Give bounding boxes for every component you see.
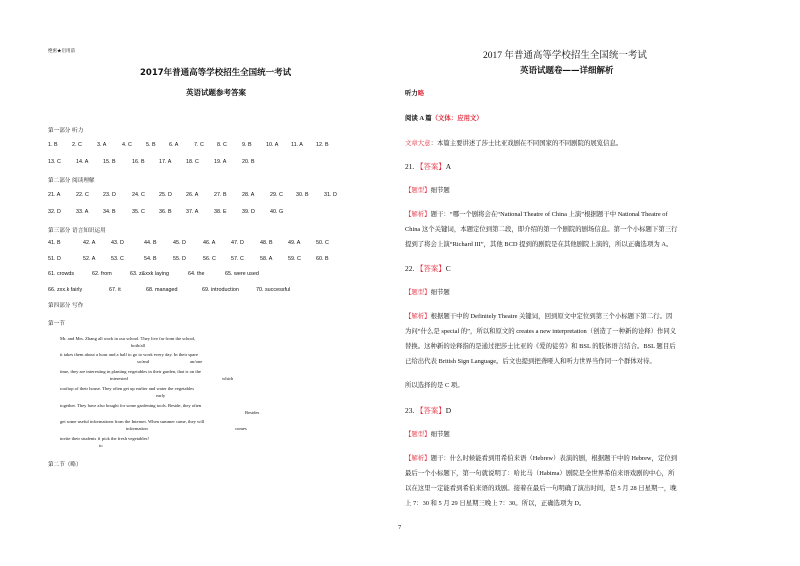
question-number: 23. <box>405 406 415 415</box>
correction: to <box>99 443 103 448</box>
answer-item: 37. A <box>186 209 199 215</box>
listening-label: 听力 <box>405 90 418 97</box>
answer-item: 32. D <box>48 209 61 215</box>
answer-item: 43. D <box>111 240 124 246</box>
part4-heading: 第四部分 写作 <box>48 303 84 309</box>
answer-item: 4. C <box>122 142 132 148</box>
type-tag: 【题型】 <box>405 431 431 438</box>
type-tag: 【题型】 <box>405 289 431 296</box>
left-page-subtitle: 英语试题参考答案 <box>186 88 246 97</box>
essay-line: invite their students ∧ pick the fresh vegetables! <box>60 436 149 441</box>
essay-line: rooftop of their house. They often get up earlier and water the vegetables <box>60 386 194 391</box>
section1-heading: 第一节 <box>48 321 65 327</box>
q22-analysis-line <box>405 311 672 320</box>
q22-answer-line <box>405 263 451 274</box>
analysis-tag: 【解析】 <box>405 455 431 462</box>
answer-item: 64. the <box>188 271 205 277</box>
analysis-text: 已给出代表 British Sign Language。后文也提到把聋哑人和听力世界当作同一个群体对待。 <box>405 358 656 365</box>
answer-item: 67. it <box>109 287 121 293</box>
answer-item: 55. D <box>173 256 186 262</box>
answer-item: 1. B <box>48 142 58 148</box>
analysis-tag: 【解析】 <box>405 313 431 320</box>
correction: interested <box>110 376 128 381</box>
answer-value: C <box>445 264 451 273</box>
answer-item: 42. A <box>83 240 96 246</box>
correction: comes <box>235 426 247 431</box>
analysis-text: 上 7：30 和 5 月 29 日星期三晚上 7：30。所以，正确选项为 D。 <box>405 500 586 507</box>
page-number: 7 <box>398 525 402 531</box>
essay-line: Mr. and Mrs. Zhang all work in our school. They live far from the school, <box>60 336 196 341</box>
answer-item: 10. A <box>266 142 279 148</box>
answer-item: 36. B <box>159 209 172 215</box>
analysis-text: 提到了将会上演“Richard III”，其他 BCD 提到的剧院是在其他剧院上演的，所以正确选项为 A。 <box>405 241 673 248</box>
answer-item: 65. were used <box>225 271 259 277</box>
answer-item: 28. A <box>242 192 255 198</box>
answer-item: 7. C <box>194 142 204 148</box>
answer-item: 6. A <box>169 142 179 148</box>
q23-type-line <box>405 429 450 438</box>
answer-value: D <box>445 406 452 415</box>
right-page-title: 2017 年普通高等学校招生全国统一考试 <box>483 51 647 61</box>
answer-item: 13. C <box>48 159 61 165</box>
analysis-tag: 【解析】 <box>405 211 431 218</box>
answer-item: 52. A <box>83 256 96 262</box>
answer-item: 68. managed <box>146 287 178 293</box>
answer-item: 33. A <box>76 209 89 215</box>
part3-heading: 第三部分 语言知识运用 <box>48 228 106 234</box>
summary-text: ：本篇主要讲述了莎士比亚戏剧在不同国家的不同剧院的展览信息。 <box>430 140 623 147</box>
answer-item: 69. introduction <box>202 287 239 293</box>
answer-item: 63. z&xxk laying <box>130 271 169 277</box>
analysis-text: 以在这里一定能看到希伯来语的戏剧。接着在最后一句明确了演出时间，是 5 月 28 日星期一，晚 <box>405 485 677 492</box>
answer-item: 57. C <box>231 256 244 262</box>
answer-item: 12. B <box>316 142 329 148</box>
answer-item: 15. B <box>103 159 116 165</box>
answer-item: 45. D <box>173 240 186 246</box>
answer-item: 9. B <box>242 142 252 148</box>
answer-item: 41. B <box>48 240 61 246</box>
answer-item: 30. B <box>296 192 309 198</box>
answer-item: 2. C <box>72 142 82 148</box>
type-tag: 【题型】 <box>405 187 431 194</box>
confidential-header: 绝密★启用前 <box>48 49 75 54</box>
essay-line: get some useful informations from the Internet. When summer came, they will <box>60 419 205 424</box>
answer-item: 8. C <box>217 142 227 148</box>
answer-item: 66. zxx.k fairly <box>48 287 83 293</box>
left-page-title: 2017年普通高等学校招生全国统一考试 <box>140 68 292 78</box>
answer-item: 3. A <box>97 142 107 148</box>
answer-item: 31. D <box>324 192 337 198</box>
answer-item: 44. B <box>144 240 157 246</box>
answer-item: 34. B <box>103 209 116 215</box>
answer-item: 62. from <box>92 271 112 277</box>
answer-item: 46. A <box>203 240 216 246</box>
analysis-text: 为问“什么是 special 的”，所以和原文的 creates a new interpretation（创造了一种新的诠释）作同义 <box>405 328 677 335</box>
analysis-text: China 这个关键词，本题定位到第二段，即介绍的第一个剧院的剧场信息。第一个小标题下第三行 <box>405 226 678 233</box>
answer-item: 39. D <box>242 209 255 215</box>
answer-item: 23. D <box>103 192 116 198</box>
correction: an/one <box>190 359 203 364</box>
analysis-text: 题干：“哪一个剧将会在“National Theatre of China 上演”根据题干中 National Theatre of <box>430 211 668 218</box>
answer-item: 24. C <box>132 192 145 198</box>
answer-item: 29. C <box>270 192 283 198</box>
answer-item: 56. C <box>203 256 216 262</box>
summary-line <box>405 138 622 147</box>
answer-item: 54. B <box>144 256 157 262</box>
correction: so/and <box>137 359 149 364</box>
correction: Besides <box>245 410 260 415</box>
answer-item: 51. D <box>48 256 61 262</box>
answer-item: 58. A <box>260 256 273 262</box>
q22-type-line <box>405 287 450 296</box>
correction: both/all <box>131 343 146 348</box>
type-value: 细节题 <box>430 289 450 296</box>
analysis-text: 根据题干中的 Definitely Theatre 关键词，回到原文中定位到第三个小标题下第二行。因 <box>430 313 673 320</box>
summary-tag: 文章大意 <box>405 140 431 147</box>
type-value: 细节题 <box>430 431 450 438</box>
answer-item: 25. D <box>159 192 172 198</box>
q21-analysis-line <box>405 209 668 218</box>
question-number: 21. <box>405 162 415 171</box>
listening-value: 略 <box>417 90 425 97</box>
type-value: 细节题 <box>430 187 450 194</box>
answer-item: 53. C <box>111 256 124 262</box>
analysis-text: 最后一个小标题下，第一句就说明了：哈比马（Habima）剧院是全世界希伯来语戏剧的中心，所 <box>405 470 675 477</box>
answer-item: 5. B <box>146 142 156 148</box>
answer-item: 20. B <box>242 159 255 165</box>
answer-item: 17. A <box>159 159 172 165</box>
answer-item: 14. A <box>76 159 89 165</box>
answer-item: 49. A <box>288 240 301 246</box>
answer-item: 26. A <box>186 192 199 198</box>
answer-item: 50. C <box>316 240 329 246</box>
q23-analysis-line <box>405 453 677 462</box>
essay-line: time, they are interesting in planting vegetables in their garden, that is on the <box>60 369 201 374</box>
q22-conclusion: 所以选择的是 C 项。 <box>405 382 464 389</box>
correction: information <box>126 426 148 431</box>
answer-item: 11. A <box>291 142 303 148</box>
answer-tag: 【答案】 <box>416 264 446 273</box>
answer-item: 59. C <box>288 256 301 262</box>
answer-item: 47. D <box>231 240 244 246</box>
answer-item: 38. E <box>214 209 227 215</box>
reading-heading <box>405 113 483 122</box>
answer-item: 35. C <box>132 209 145 215</box>
answer-tag: 【答案】 <box>416 406 446 415</box>
essay-line: together. They have also bought for some gardening tools. Beside, they often <box>60 403 202 408</box>
reading-label: 阅读 A 篇 <box>405 115 432 122</box>
answer-item: 48. B <box>260 240 273 246</box>
answer-item: 16. B <box>132 159 145 165</box>
answer-item: 70. successful <box>256 287 291 293</box>
essay-line: it takes them about a hour and a half to go to work every day. In their spare <box>60 352 198 357</box>
reading-genre: （文体：应用文） <box>431 115 483 122</box>
correction: early <box>156 393 166 398</box>
answer-item: 40. G <box>270 209 284 215</box>
analysis-text: 替换。这种新的诠释指的是通过把莎士比亚的《爱的徒劳》和 BSL 的肢体语言结合。BSL 题目后 <box>405 343 676 350</box>
answer-item: 22. C <box>76 192 89 198</box>
q21-type-line <box>405 185 450 194</box>
answer-item: 18. C <box>186 159 199 165</box>
part1-heading: 第一部分 听力 <box>48 128 84 134</box>
answer-item: 61. crowds <box>48 271 75 277</box>
answer-item: 21. A <box>48 192 61 198</box>
answer-tag: 【答案】 <box>416 162 446 171</box>
answer-item: 60. B <box>316 256 329 262</box>
correction: which <box>222 376 234 381</box>
listening-line <box>405 88 424 97</box>
part2-heading: 第二部分 阅读理解 <box>48 178 95 184</box>
analysis-text: 题干：什么时候能看到用希伯来语（Hebrew）表演的剧，根据题干中的 Hebrew，定位到 <box>430 455 678 462</box>
answer-item: 19. A <box>214 159 227 165</box>
answer-item: 27. B <box>214 192 227 198</box>
question-number: 22. <box>405 264 415 273</box>
answer-value: A <box>445 162 452 171</box>
section2-heading: 第二节（略） <box>48 462 82 468</box>
right-page-subtitle: 英语试题卷——详细解析 <box>520 66 614 76</box>
q23-answer-line <box>405 405 451 416</box>
q21-answer-line <box>405 161 451 172</box>
